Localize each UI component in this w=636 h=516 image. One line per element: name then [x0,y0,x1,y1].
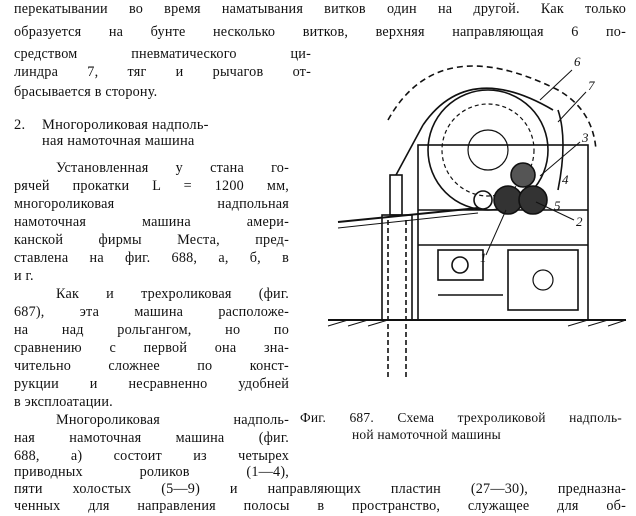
figure-label-2: 2 [576,214,583,229]
paragraph-2-line-5: чительно сложнее по конст- [14,358,289,374]
paragraph-1-line-2: рячей прокатки L = 1200 мм, [14,178,289,194]
figure-label-4: 4 [562,172,569,187]
figure-label-6: 6 [574,54,581,69]
text-line-3: средством пневматического ци- [14,46,311,62]
paragraph-2-line-2: 687), эта машина расположе- [14,304,289,320]
figure-caption-line-1: Фиг. 687. Схема трехроликовой надполь- [300,410,622,425]
text-line-1: перекатывании во время наматывания витков один на другой. Как только [14,1,626,17]
text-line-2: образуется на бунте несколько витков, верхняя направляющая 6 по- [14,24,626,40]
paragraph-1-line-1: Установленная у стана го- [56,160,289,176]
figure-label-3: 3 [582,130,589,145]
paragraph-3-line-4: приводных роликов (1—4), [14,464,289,480]
paragraph-2-line-7: в эксплоатации. [14,394,113,410]
paragraph-1-line-3: многороликовая надпольная [14,196,289,212]
paragraph-3-line-5: пяти холостых (5—9) и направляющих пластин (27—30), предназна- [14,481,626,497]
text-line-5: брасывается в сторону. [14,84,158,100]
paragraph-2-line-3: на над рольгангом, но по [14,322,289,338]
paragraph-1-line-5: канской фирмы Места, пред- [14,232,289,248]
paragraph-3-line-3: 688, а) состоит из четырех [14,448,289,464]
paragraph-1-line-7: и г. [14,268,34,284]
figure-687-diagram [318,50,632,408]
section-heading-line-2: ная намоточная машина [42,133,195,149]
paragraph-1-line-4: намоточная машина амери- [14,214,289,230]
paragraph-3-line-2: ная намоточная машина (фиг. [14,430,289,446]
figure-label-1: 1 [480,250,487,265]
figure-caption-line-2: ной намоточной машины [352,427,501,442]
paragraph-3-line-1: Многороликовая надполь- [56,412,289,428]
section-heading-line-1: Многороликовая надполь- [42,117,209,133]
paragraph-1-line-6: ставлена на фиг. 688, а, б, в [14,250,289,266]
paragraph-2-line-1: Как и трехроликовая (фиг. [56,286,289,302]
section-number: 2. [14,117,26,133]
paragraph-2-line-4: сравнению с первой она зна- [14,340,289,356]
figure-label-7: 7 [588,78,595,93]
paragraph-2-line-6: рукции и несравненно удобней [14,376,289,392]
text-line-4: линдра 7, тяг и рычагов от- [14,64,311,80]
paragraph-3-line-6: ченных для направления полосы в пространство, служащее для об- [14,498,626,514]
figure-label-5: 5 [554,198,561,213]
